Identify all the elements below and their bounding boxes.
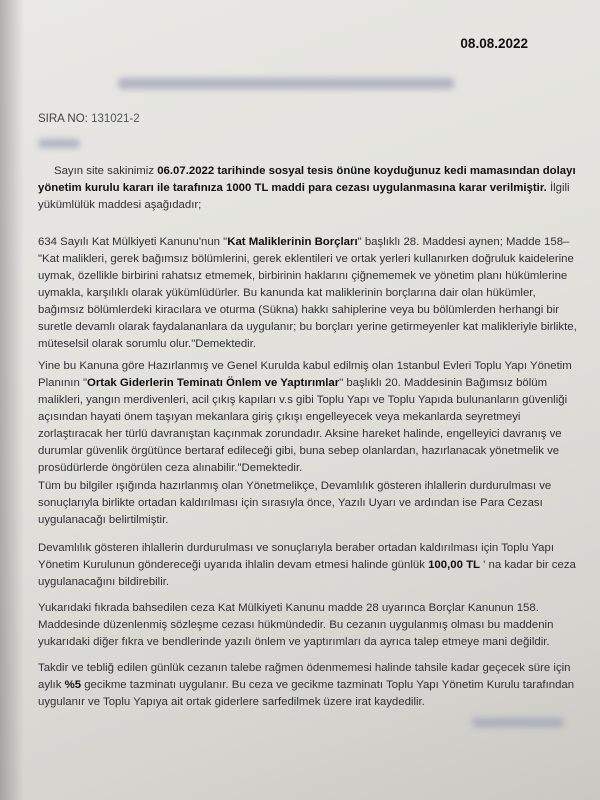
- paragraph-5: Devamlılık gösteren ihlallerin durdurulması ve sonuçlarıyla beraber ortadan kaldırılması için Toplu Yapı Yönetim Kurulunun göndereceği uyarıda ihlalin devam etmesi halinde günlük 100,00 TL ' na kadar bir ceza uygulanacağını bildirebilir.: [38, 542, 576, 588]
- daily-fine-amount: 100,00 TL: [428, 559, 480, 571]
- paragraph-6: Yukarıdaki fıkrada bahsedilen ceza Kat Mülkiyeti Kanunu madde 28 uyarınca Borçlar Kanunun 158. Maddesinde düzenlenmiş sözleşme cezası hükmündedir. Bu cezanın uygulanmış olması bu maddenin yukarıdaki diğer fıkra ve bendlerinde yazılı önlem ve yaptırımları da ayrıca talep etmeye mani değildir.: [38, 602, 554, 648]
- paragraph-3: Yine bu Kanuna göre Hazırlanmış ve Genel Kurulda kabul edilmiş olan 1stanbul Evleri Toplu Yapı Yönetim Planının "Ortak Giderlerin Teminatı Önlem ve Yaptırımlar" başlıklı 20. Maddesinin Bağımsız bölüm malikleri, yangın merdivenleri, acil çıkış kapıları v.s gibi Toplu Yapı ve Toplu Yapıda bulunanların güvenliği açısından hayati önem taşıyan mekanlara giriş çıkışı engelleyecek veya mekanlarda seyretmeyi zorlaştıracak her türlü davranıştan kaçınmak zorundadır. Aksine hareket halinde, engelleyici davranış ve durumlar güvenlik örgütünce bertaraf edileceği gibi, buna sebep olanlardan, hazırlanacak yönetmelik ve prosüdürlerde öngörülen ceza alınabilir."Demektedir.: [38, 360, 572, 474]
- paragraph-4: Tüm bu bilgiler ışığında hazırlanmış olan Yönetmelikçe, Devamlılık gösteren ihlallerin durdurulması ve sonuçlarıyla birlikte ortadan kaldırılması için sırasıyla önce, Yazılı Uyarı ve ardından ise Para Cezası uygulanacağı belirtilmiştir.: [38, 480, 552, 526]
- late-fee-rate: %5: [64, 679, 82, 691]
- paragraph-1: Sayın site sakinimiz 06.07.2022 tarihinde sosyal tesis önüne koyduğunuz kedi mamasından dolayı yönetim kurulu kararı ile tarafınıza 1000 TL maddi para cezası uygulanmasına karar verilmiştir. İlgili yükümlülük maddesi aşağıdadır;: [38, 165, 576, 211]
- paragraph-7: Takdir ve tebliğ edilen günlük cezanın talebe rağmen ödenmemesi halinde tahsile kadar geçecek süre için aylık %5 gecikme tazminatı uygulanır. Bu ceza ve gecikme tazminatı Toplu Yapı Yönetim Kurulu tarafından uygulanır ve Toplu Yapıya ait ortak giderlere sarfedilmek üzere irat kaydedilir.: [38, 662, 575, 708]
- redacted-heading: [118, 78, 454, 89]
- reference-number: [38, 113, 140, 125]
- page-edge-shadow: [0, 0, 24, 800]
- reference-value: 131021-2: [91, 113, 140, 125]
- document-date: 08.08.2022: [460, 36, 528, 51]
- redacted-signature: [472, 718, 564, 727]
- fine-decision: 06.07.2022 tarihinde sosyal tesis önüne koyduğunuz kedi mamasından dolayı yönetim kurulu kararı ile tarafınıza 1000 TL maddi para cezası uygulanmasına karar verilmiştir.: [38, 165, 576, 194]
- plan-title: Ortak Giderlerin Teminatı Önlem ve Yaptırımlar: [87, 377, 340, 389]
- law-title: Kat Maliklerinin Borçları: [227, 236, 358, 248]
- paragraph-2: 634 Sayılı Kat Mülkiyeti Kanunu'nun "Kat Maliklerinin Borçları" başlıklı 28. Maddesi aynen; Madde 158– "Kat malikleri, gerek bağımsız bölümlerini, gerek eklentileri ve ortak yerleri kullanırken doğruluk kaidelerine uymak, özellikle birbirini rahatsız etmemek, birbirinin haklarını çiğnememek ve yönetim planı hükümlerine uymakla, karşılıklı olarak yükümlüdürler. Bu kanunda kat maliklerinin borçlarına dair olan hükümler, bağımsız bölümlerdeki kiracılara ve oturma (Sükna) hakkı sahiplerine veya bu bölümlerden herhangi bir suretle devamlı olarak faydalananlara da uygulanır; bu borçları yerine getirmeyenler kat malikleriyle birlikte, müteselsil olarak sorumlu olur."Demektedir.: [38, 236, 577, 350]
- reference-label: SIRA NO:: [38, 113, 88, 125]
- redacted-recipient: [38, 139, 80, 148]
